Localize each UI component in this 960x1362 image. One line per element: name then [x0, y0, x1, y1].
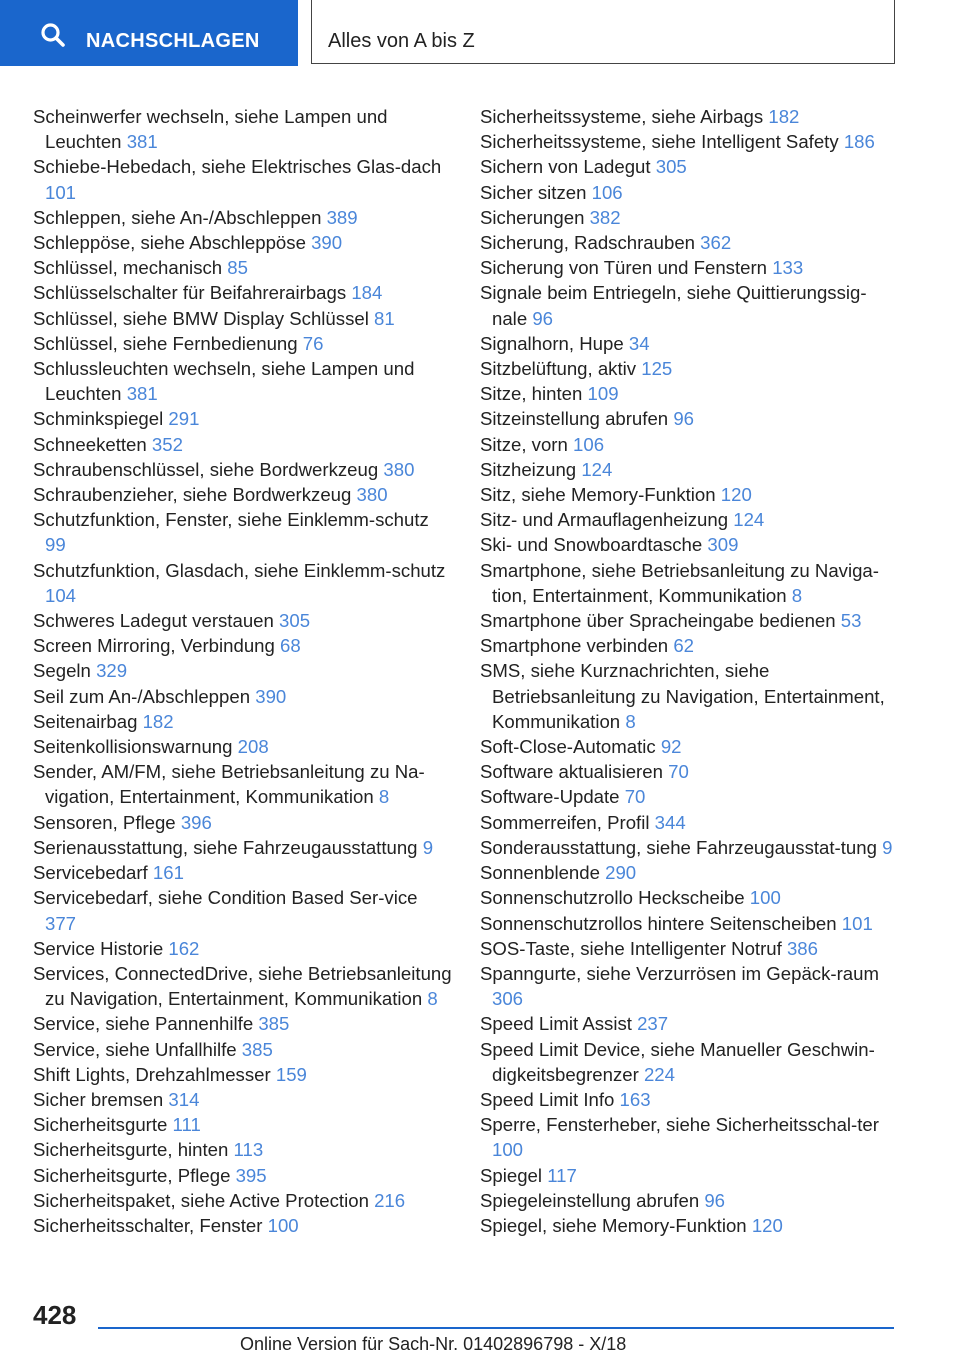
index-entry: [33, 633, 453, 658]
index-entry: [480, 255, 900, 280]
page-reference-link[interactable]: 306: [492, 988, 524, 1010]
page-reference-link[interactable]: 99: [45, 534, 66, 556]
index-entry: [480, 1112, 900, 1162]
page-header: [0, 0, 960, 66]
index-entry: [33, 860, 453, 885]
index-entry: [480, 154, 900, 179]
index-entry-text: Sichern von Ladegut: [480, 156, 651, 178]
page-number: 428: [33, 1300, 77, 1330]
index-entry-text: Signalhorn, Hupe: [480, 332, 624, 354]
index-entry: [480, 1213, 900, 1238]
index-entry-text: Sitz- und Armauflagenheizung: [480, 509, 729, 531]
page-reference-link[interactable]: 159: [275, 1063, 307, 1085]
index-entry: [480, 1037, 900, 1087]
page-reference-link[interactable]: 92: [660, 736, 682, 758]
index-entry: [33, 835, 453, 860]
page-reference-link[interactable]: 362: [700, 232, 732, 254]
index-entry-text: Soft-Close-Automatic: [480, 736, 656, 758]
page-reference-link[interactable]: 305: [655, 156, 687, 178]
index-entry: [33, 558, 453, 608]
page-reference-link[interactable]: 101: [45, 181, 77, 203]
page-reference-link[interactable]: 104: [45, 584, 77, 606]
index-entry: [33, 1188, 453, 1213]
page-reference-link[interactable]: 309: [707, 534, 739, 556]
index-entry-text: Sicherheitsgurte: [33, 1114, 168, 1136]
index-entry-text: Signale beim Entriegeln, siehe Quittierungssig-nale: [480, 282, 867, 329]
index-entry-text: Sicherheitsgurte, hinten: [33, 1139, 229, 1161]
index-entry: [33, 961, 453, 1011]
index-entry: [480, 381, 900, 406]
index-entry-text: Sperre, Fensterheber, siehe Sicherheitsschal-ter: [480, 1114, 879, 1136]
index-entry: [480, 482, 900, 507]
section-tab-nachschlagen[interactable]: [0, 0, 298, 66]
index-column-right: [480, 104, 900, 1238]
page-reference-link[interactable]: 9: [882, 836, 893, 858]
page-reference-link[interactable]: 100: [267, 1214, 299, 1236]
page-reference-link[interactable]: 117: [547, 1164, 577, 1186]
index-entry: [33, 230, 453, 255]
index-entry: [33, 205, 453, 230]
index-entry-text: Sicherheitspaket, siehe Active Protection: [33, 1189, 369, 1211]
index-entry: [480, 911, 900, 936]
page-reference-link[interactable]: 380: [383, 458, 415, 480]
index-entry-text: Schleppöse, siehe Abschleppöse: [33, 232, 306, 254]
page-reference-link[interactable]: 396: [180, 811, 212, 833]
page-reference-link[interactable]: 184: [351, 282, 383, 304]
index-entry-text: Spiegeleinstellung abrufen: [480, 1189, 700, 1211]
page-reference-link[interactable]: 9: [422, 836, 434, 858]
index-entry: [33, 709, 453, 734]
index-entry-text: Sonnenblende: [480, 862, 600, 884]
index-entry: [480, 784, 900, 809]
index-entry: [33, 255, 453, 280]
footer-divider: [98, 1327, 894, 1329]
index-entry-text: Schutzfunktion, Glasdach, siehe Einklemm-schutz: [33, 559, 446, 581]
index-entry: [33, 810, 453, 835]
index-entry-text: Seil zum An-/Abschleppen: [33, 685, 251, 707]
page-reference-link[interactable]: 100: [492, 1139, 524, 1161]
index-entry-text: Segeln: [33, 660, 91, 682]
index-entry-text: Services, ConnectedDrive, siehe Betriebsanleitung zu Navigation, Entertainment, Kommunikation: [33, 962, 452, 1010]
index-entry-text: Software aktualisieren: [480, 761, 663, 783]
footer-note: Online Version für Sach-Nr. 01402896798 - X/18: [240, 1334, 627, 1354]
page-reference-link[interactable]: 106: [591, 181, 623, 203]
index-entry-text: Sonnenschutzrollo Heckscheibe: [480, 887, 745, 909]
index-entry-text: Schlüssel, siehe Fernbedienung: [33, 332, 298, 354]
index-entry: [480, 936, 900, 961]
index-entry-text: Ski- und Snowboardtasche: [480, 534, 703, 556]
index-entry-text: Sicherung, Radschrauben: [480, 232, 695, 254]
index-entry: [480, 507, 900, 532]
index-entry: [33, 457, 453, 482]
page-reference-link[interactable]: 329: [96, 660, 128, 682]
index-entry: [33, 1087, 453, 1112]
index-entry: [480, 180, 900, 205]
index-entry-text: SOS-Taste, siehe Intelligenter Notruf: [480, 937, 782, 959]
index-entry: [33, 507, 453, 557]
index-entry-text: Sicherheitsschalter, Fenster: [33, 1214, 263, 1236]
index-entry-text: Schlüsselschalter für Beifahrerairbags: [33, 282, 347, 304]
index-entry-text: SMS, siehe Kurznachrichten, siehe Betriebsanleitung zu Navigation, Entertainment, Kommunikation: [480, 660, 885, 732]
index-entry-text: Sicher bremsen: [33, 1088, 164, 1110]
page-reference-link[interactable]: 120: [720, 484, 752, 506]
section-tab-label: NACHSCHLAGEN: [86, 30, 260, 52]
page-reference-link[interactable]: 186: [843, 131, 875, 153]
index-entry-text: Sitzheizung: [480, 458, 577, 480]
page-reference-link[interactable]: 8: [427, 988, 438, 1010]
page-reference-link[interactable]: 8: [791, 584, 803, 606]
page-reference-link[interactable]: 68: [280, 635, 301, 657]
index-entry-text: Schlüssel, siehe BMW Display Schlüssel: [33, 307, 369, 329]
index-entry-text: Service Historie: [33, 937, 164, 959]
index-entry: [33, 1011, 453, 1036]
page-reference-link[interactable]: 124: [581, 458, 613, 480]
page-reference-link[interactable]: 395: [235, 1164, 267, 1186]
page-reference-link[interactable]: 290: [605, 862, 637, 884]
page-reference-link[interactable]: 109: [587, 383, 619, 405]
page-reference-link[interactable]: 34: [628, 332, 650, 354]
index-entry: [33, 936, 453, 961]
page-reference-link[interactable]: 96: [704, 1189, 726, 1211]
chapter-title-tab[interactable]: [311, 0, 895, 64]
index-entry-text: Sicherheitssysteme, siehe Airbags: [480, 106, 764, 127]
index-entry-text: Schweres Ladegut verstauen: [33, 610, 274, 632]
index-entry: [480, 280, 900, 330]
page-reference-link[interactable]: 163: [619, 1088, 651, 1110]
index-entry: [33, 406, 453, 431]
page-reference-link[interactable]: 120: [751, 1214, 783, 1236]
index-entry-text: Schleppen, siehe An-/Abschleppen: [33, 206, 322, 228]
page-reference-link[interactable]: 113: [233, 1139, 264, 1161]
index-entry-text: Schlussleuchten wechseln, siehe Lampen und Leuchten: [33, 358, 415, 405]
page-reference-link[interactable]: 386: [786, 937, 818, 959]
index-entry: [480, 1087, 900, 1112]
index-entry-text: Service, siehe Unfallhilfe: [33, 1038, 237, 1060]
index-entry-text: Schutzfunktion, Fenster, siehe Einklemm-schutz: [33, 509, 429, 531]
index-entry: [33, 1137, 453, 1162]
index-entry-text: Sensoren, Pflege: [33, 811, 176, 833]
page-reference-link[interactable]: 224: [643, 1063, 675, 1085]
index-entry: [480, 129, 900, 154]
page-reference-link[interactable]: 305: [279, 610, 311, 632]
index-entry-text: Sicherung von Türen und Fenstern: [480, 257, 768, 279]
index-entry: [33, 1213, 453, 1238]
index-entry: [480, 356, 900, 381]
index-entry: [33, 1112, 453, 1137]
index-entry: [480, 835, 900, 860]
index-entry-text: Sicher sitzen: [480, 181, 587, 203]
index-entry-text: Seitenkollisionswarnung: [33, 736, 233, 758]
page-reference-link[interactable]: 161: [152, 862, 184, 884]
index-entry-text: Seitenairbag: [33, 710, 138, 732]
index-entry-text: Speed Limit Device, siehe Manueller Geschwin-digkeitsbegrenzer: [480, 1038, 875, 1085]
index-entry-text: Serienausstattung, siehe Fahrzeugausstattung: [33, 836, 418, 858]
index-entry: [480, 104, 900, 129]
page-reference-link[interactable]: 70: [668, 761, 689, 783]
index-column-left: [33, 104, 453, 1238]
index-entry: [480, 230, 900, 255]
page-reference-link[interactable]: 62: [673, 635, 694, 657]
index-entry-text: Screen Mirroring, Verbindung: [33, 635, 275, 657]
index-entry-text: Spiegel: [480, 1164, 543, 1186]
index-entry-text: Schraubenschlüssel, siehe Bordwerkzeug: [33, 458, 379, 480]
index-entry: [33, 432, 453, 457]
index-entry-text: Sicherheitsgurte, Pflege: [33, 1164, 231, 1186]
page-reference-link[interactable]: 216: [374, 1189, 406, 1211]
index-entry: [480, 331, 900, 356]
page-reference-link[interactable]: 390: [255, 685, 287, 707]
page-reference-link[interactable]: 182: [142, 710, 174, 732]
index-entry: [33, 658, 453, 683]
page-reference-link[interactable]: 8: [378, 786, 390, 808]
index-entry-text: Speed Limit Info: [480, 1088, 615, 1110]
index-entry: [33, 306, 453, 331]
page-reference-link[interactable]: 182: [768, 106, 800, 127]
index-entry-text: Schlüssel, mechanisch: [33, 257, 223, 279]
index-entry: [480, 532, 900, 557]
index-entry: [480, 1188, 900, 1213]
page-reference-link[interactable]: 53: [840, 610, 862, 632]
index-entry: [33, 734, 453, 759]
index-entry-text: Scheinwerfer wechseln, siehe Lampen und Leuchten: [33, 106, 388, 153]
page-reference-link[interactable]: 377: [45, 912, 77, 934]
index-entry: [33, 154, 453, 204]
page-reference-link[interactable]: 133: [772, 257, 804, 279]
index-entry: [33, 1037, 453, 1062]
index-entry-text: Smartphone, siehe Betriebsanleitung zu Naviga-tion, Entertainment, Kommunikation: [480, 559, 879, 606]
page-reference-link[interactable]: 96: [673, 408, 694, 430]
index-entry-text: Sicherungen: [480, 206, 585, 228]
index-entry-text: Sitze, hinten: [480, 383, 583, 405]
index-entry: [480, 457, 900, 482]
page-reference-link[interactable]: 237: [637, 1013, 669, 1035]
page-reference-link[interactable]: 352: [151, 433, 183, 455]
index-entry: [480, 205, 900, 230]
page-reference-link[interactable]: 101: [841, 912, 873, 934]
page-reference-link[interactable]: 70: [624, 786, 646, 808]
search-icon: [40, 22, 66, 48]
index-entry: [33, 608, 453, 633]
index-entry: [480, 860, 900, 885]
index-entry: [480, 1163, 900, 1188]
page-reference-link[interactable]: 100: [749, 887, 781, 909]
page-reference-link[interactable]: 8: [625, 710, 636, 732]
index-entry: [33, 482, 453, 507]
index-entry-text: Sitzbelüftung, aktiv: [480, 358, 637, 380]
page-reference-link[interactable]: 381: [126, 383, 158, 405]
index-entry: [33, 356, 453, 406]
index-entry: [480, 1011, 900, 1036]
index-entry: [480, 961, 900, 1011]
page-reference-link[interactable]: 381: [126, 131, 158, 153]
index-entry: [33, 1062, 453, 1087]
index-entry: [33, 684, 453, 709]
index-entry: [33, 1163, 453, 1188]
page-reference-link[interactable]: 385: [241, 1038, 273, 1060]
page-reference-link[interactable]: 389: [326, 206, 358, 228]
index-entry-text: Schneeketten: [33, 433, 147, 455]
page-reference-link[interactable]: 390: [311, 232, 343, 254]
chapter-title: Alles von A bis Z: [328, 30, 475, 52]
page-reference-link[interactable]: 124: [733, 509, 765, 531]
index-entry-text: Smartphone über Spracheingabe bedienen: [480, 610, 836, 632]
index-entry: [480, 885, 900, 910]
index-entry-text: Sitzeinstellung abrufen: [480, 408, 669, 430]
index-entry-text: Sitz, siehe Memory-Funktion: [480, 484, 716, 506]
index-entry: [480, 608, 900, 633]
page-reference-link[interactable]: 81: [374, 307, 395, 329]
page-reference-link[interactable]: 208: [237, 736, 269, 758]
index-entry: [33, 885, 453, 935]
index-entry: [480, 558, 900, 608]
index-entry-text: Servicebedarf, siehe Condition Based Ser-vice: [33, 887, 418, 909]
index-entry: [33, 759, 453, 809]
index-entry-text: Sitze, vorn: [480, 433, 568, 455]
index-entry-text: Spanngurte, siehe Verzurrösen im Gepäck-raum: [480, 962, 879, 984]
page-reference-link[interactable]: 382: [589, 206, 621, 228]
page-reference-link[interactable]: 344: [654, 811, 686, 833]
page-reference-link[interactable]: 385: [258, 1013, 290, 1035]
index-entry: [480, 406, 900, 431]
page-reference-link[interactable]: 314: [168, 1088, 200, 1110]
index-entry: [33, 331, 453, 356]
index-entry: [33, 104, 453, 154]
page-reference-link[interactable]: 291: [168, 408, 200, 430]
page-reference-link[interactable]: 111: [172, 1114, 201, 1136]
page-reference-link[interactable]: 106: [573, 433, 605, 455]
index-entry-text: Schminkspiegel: [33, 408, 164, 430]
index-entry: [480, 432, 900, 457]
index-entry-text: Sommerreifen, Profil: [480, 811, 650, 833]
index-entry-text: Spiegel, siehe Memory-Funktion: [480, 1214, 747, 1236]
page-reference-link[interactable]: 162: [168, 937, 200, 959]
index-entry: [480, 633, 900, 658]
index-entry-text: Sonderausstattung, siehe Fahrzeugausstat-tung: [480, 836, 877, 858]
index-entry-text: Sonnenschutzrollos hintere Seitenscheiben: [480, 912, 837, 934]
index-entry: [480, 759, 900, 784]
index-entry: [33, 280, 453, 305]
index-entry-text: Service, siehe Pannenhilfe: [33, 1013, 254, 1035]
page-reference-link[interactable]: 125: [641, 358, 673, 380]
index-entry-text: Smartphone verbinden: [480, 635, 669, 657]
index-entry-text: Speed Limit Assist: [480, 1013, 632, 1035]
index-entry-text: Sender, AM/FM, siehe Betriebsanleitung zu Na-vigation, Entertainment, Kommunikation: [33, 761, 425, 808]
index-entry-text: Sicherheitssysteme, siehe Intelligent Safety: [480, 131, 839, 153]
index-entry-text: Servicebedarf: [33, 862, 148, 884]
page-reference-link[interactable]: 380: [356, 484, 388, 506]
page-reference-link[interactable]: 96: [532, 307, 554, 329]
page-reference-link[interactable]: 85: [227, 257, 248, 279]
index-entry: [480, 658, 900, 734]
index-entry: [480, 734, 900, 759]
index-entry-text: Schraubenzieher, siehe Bordwerkzeug: [33, 484, 352, 506]
index-entry-text: Shift Lights, Drehzahlmesser: [33, 1063, 271, 1085]
page-reference-link[interactable]: 76: [302, 332, 324, 354]
index-entry-text: Schiebe-Hebedach, siehe Elektrisches Glas-dach: [33, 156, 442, 178]
index-entry-text: Software-Update: [480, 786, 620, 808]
index-entry: [480, 810, 900, 835]
